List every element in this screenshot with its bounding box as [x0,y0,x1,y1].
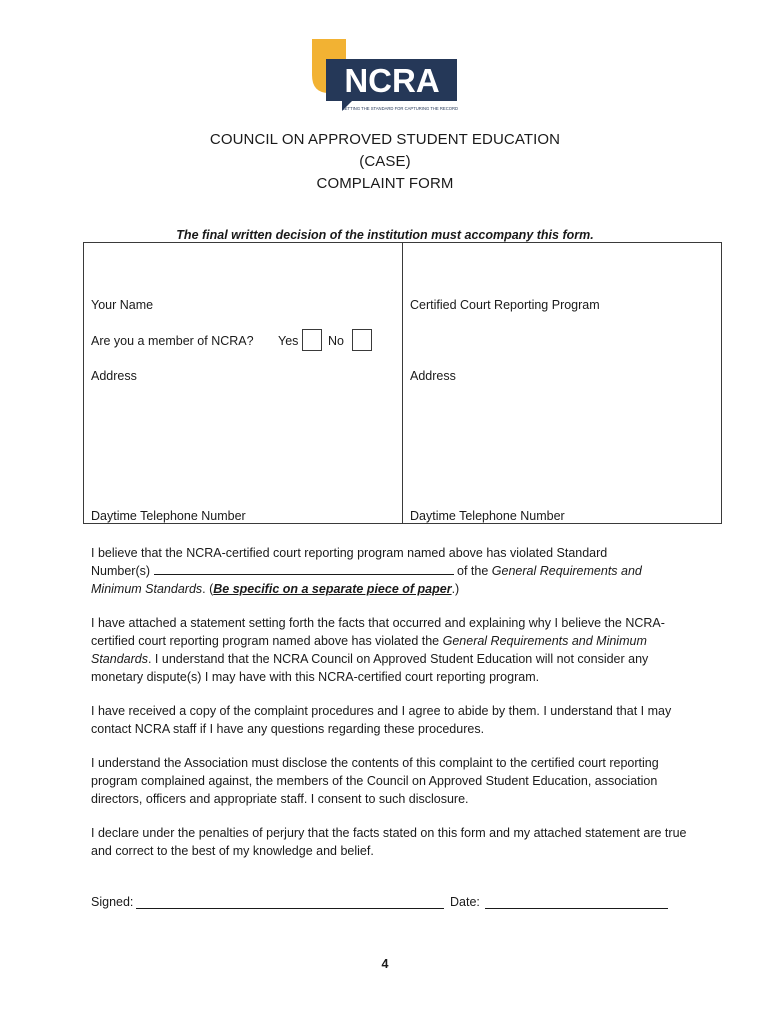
procedures-paragraph: I have received a copy of the complaint procedures and I agree to abide by them. I understand that I may contact NCRA staff if I have any questions regarding these procedures. [91,704,672,736]
p1-text-g: Be specific on a separate piece of paper [213,582,452,596]
member-no-label: No [328,334,344,348]
member-no-checkbox[interactable] [352,329,372,351]
your-address-label: Address [91,369,137,383]
perjury-paragraph: I declare under the penalties of perjury that the facts stated on this form and my attached statement are true and correct to the best of my knowledge and belief. [91,826,687,858]
program-address-label: Address [410,369,456,383]
form-column-divider [402,242,403,524]
ncra-logo-graphic [312,35,462,115]
p1-text-h: .) [451,582,460,596]
p1-text-c: of the [457,564,489,578]
your-name-label: Your Name [91,298,154,312]
standard-violation-paragraph [91,544,691,598]
standard-number-blank[interactable] [154,562,454,575]
p1-text-b: Number(s) [91,564,151,578]
date-label: Date: [450,895,480,909]
signature-line[interactable] [136,907,444,909]
member-yes-checkbox[interactable] [302,329,322,351]
signed-label: Signed: [91,895,134,909]
p2-text-b: General Requirements and Minimum Standards [91,634,647,666]
p2-text-c: . I understand that the NCRA Council on Approved Student Education will not consider any monetary dispute(s) I may have with this NCRA-certified court reporting program. [91,652,649,684]
member-yes-label: Yes [278,334,299,348]
form-heading-line1: COUNCIL ON APPROVED STUDENT EDUCATION [209,131,561,148]
notice-text: The final written decision of the institution must accompany this form. [176,228,594,242]
date-line[interactable] [485,907,668,909]
form-heading-line2: (CASE) [359,153,411,170]
p1-text-f: . ( [202,582,214,596]
p1-text-d: General Requirements and [491,564,642,578]
disclosure-paragraph: I understand the Association must disclose the contents of this complaint to the certified court reporting program complained against, the members of the Council on Approved Student Education, association directors, officers and appropriate staff. I consent to such disclosure. [91,756,659,806]
logo-tagline: SETTING THE STANDARD FOR CAPTURING THE RECORD [341,106,459,111]
page-number: 4 [381,957,389,971]
statement-paragraph [91,614,691,686]
form-heading-line3: COMPLAINT FORM [316,175,454,192]
p1-text-e: Minimum Standards [91,582,203,596]
logo-wordmark: NCRA [344,62,440,99]
p1-text-a: I believe that the NCRA-certified court reporting program named above has violated Standard [91,546,608,560]
ncra-member-question: Are you a member of NCRA? [91,334,254,348]
p2-text-a: I have attached a statement setting forth the facts that occurred and explaining why I believe the NCRA-certified court reporting program named above has violated the [91,616,665,648]
your-phone-label: Daytime Telephone Number [91,509,246,523]
program-name-label: Certified Court Reporting Program [410,298,600,312]
program-phone-label: Daytime Telephone Number [410,509,565,523]
ncra-logo [312,35,462,115]
